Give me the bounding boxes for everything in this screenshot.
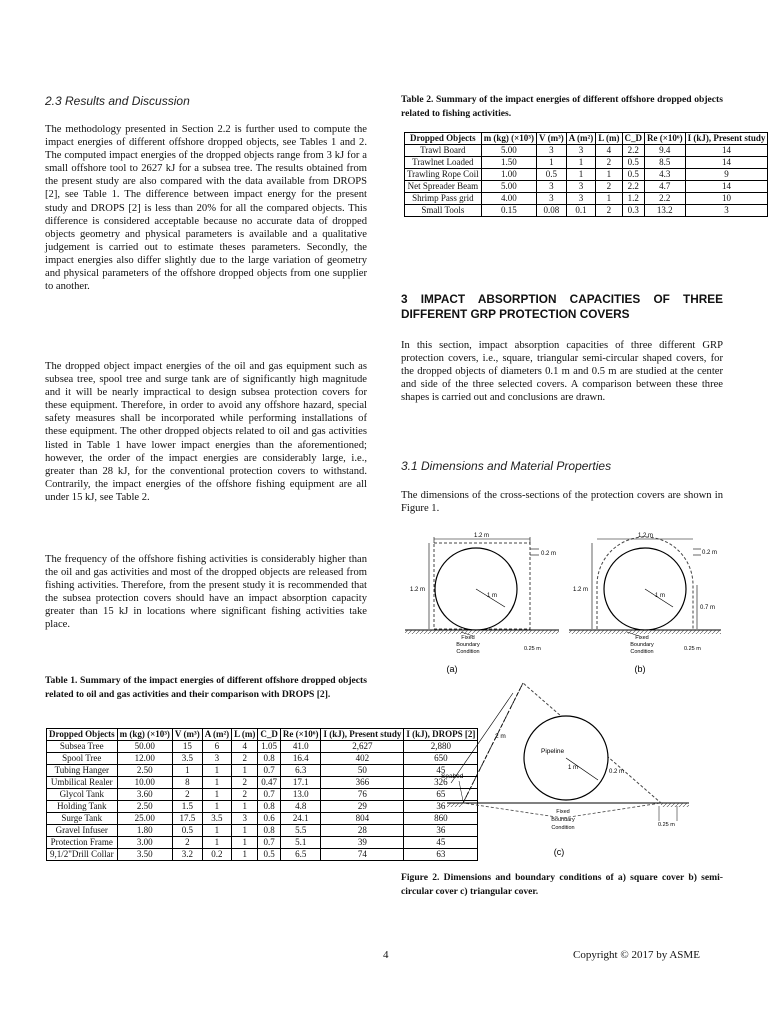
table-cell: 804 [321, 813, 404, 825]
fig-a-base-label: 0.25 m [524, 646, 541, 652]
table2-header: V (m³) [537, 133, 567, 145]
table-cell-object-name: Trawling Rope Coil [405, 169, 482, 181]
table-cell: 2.50 [117, 801, 172, 813]
fig-a-radius-label: 1 m [487, 593, 498, 599]
table-cell-object-name: Trawl Board [405, 145, 482, 157]
fig-b-label: (b) [634, 664, 646, 674]
table-cell-object-name: Surge Tank [47, 813, 118, 825]
table-cell: 1 [172, 765, 202, 777]
table2-header: A (m²) [566, 133, 595, 145]
table-cell: 2 [232, 777, 258, 789]
table-cell: 0.1 [566, 205, 595, 217]
table-cell: 3 [566, 145, 595, 157]
table-cell: 3 [537, 145, 567, 157]
fig-b-side-height-label: 0.7 m [700, 605, 716, 611]
fig-b-base-label: 0.25 m [684, 646, 701, 652]
fig-c-boundary-label: Boundary [551, 817, 575, 823]
table-cell: 0.5 [622, 157, 645, 169]
paragraph-fishing-frequency: The frequency of the offshore fishing activities is considerably higher than the oil and gas activities and most of the dropped objects are released from fishing activities. Therefore, from the present study it is recommended that the subsea protection covers should have an impact absorption capacity greater than 15 kJ in locations where significant fishing activities take place. [45, 554, 367, 631]
table-cell: 0.47 [258, 777, 281, 789]
fig-c-base-label: 0.25 m [658, 822, 675, 828]
table-cell: 366 [321, 777, 404, 789]
fig-c-seabed-label: Seabed [441, 773, 464, 780]
table-cell: 1 [596, 169, 622, 181]
table-cell: 1 [202, 825, 231, 837]
table-cell: 25.00 [117, 813, 172, 825]
table-cell: 1 [202, 789, 231, 801]
fig-c-thickness-label: 0.2 m [609, 769, 625, 775]
table-cell: 24.1 [280, 813, 321, 825]
copyright-notice: Copyright © 2017 by ASME [573, 949, 700, 961]
table-cell: 13.0 [280, 789, 321, 801]
table-cell: 17.5 [172, 813, 202, 825]
table-cell-object-name: 9,1/2"Drill Collar [47, 849, 118, 861]
table-cell: 1 [232, 825, 258, 837]
table-cell-object-name: Shrimp Pass grid [405, 193, 482, 205]
table2 [404, 132, 768, 217]
table-cell: 14 [685, 157, 768, 169]
table-cell: 1 [232, 849, 258, 861]
fig-c-fixed-label: Fixed [556, 809, 570, 815]
table-cell: 4.3 [645, 169, 686, 181]
table-cell: 3 [566, 193, 595, 205]
table-cell: 1.05 [258, 741, 281, 753]
table-cell: 3.50 [117, 849, 172, 861]
table-cell: 3 [537, 193, 567, 205]
table-cell: 5.00 [481, 145, 536, 157]
table1-header: A (m²) [202, 729, 231, 741]
table-cell: 3 [232, 813, 258, 825]
figure-protection-covers [401, 525, 723, 865]
table-cell: 0.5 [172, 825, 202, 837]
table-cell: 13.2 [645, 205, 686, 217]
table-cell: 1 [202, 801, 231, 813]
figure-c-triangular-cover [441, 683, 689, 857]
table-cell: 0.6 [258, 813, 281, 825]
subsection-heading-dimensions: 3.1 Dimensions and Material Properties [401, 459, 612, 473]
table-row [405, 145, 768, 157]
table1-header: Dropped Objects [47, 729, 118, 741]
table-cell: 76 [321, 789, 404, 801]
table-cell: 6 [202, 741, 231, 753]
table-cell: 650 [404, 753, 478, 765]
fig-c-condition-label: Condition [551, 825, 575, 831]
table-cell: 28 [321, 825, 404, 837]
table2-header: I (kJ), Present study [685, 133, 768, 145]
table-cell-object-name: Tubing Hanger [47, 765, 118, 777]
table-cell: 2 [596, 181, 622, 193]
table-cell: 0.5 [622, 169, 645, 181]
table-cell: 2 [232, 789, 258, 801]
table-cell-object-name: Glycol Tank [47, 789, 118, 801]
table-cell: 1 [566, 157, 595, 169]
table-cell: 1.2 [622, 193, 645, 205]
table-cell: 74 [321, 849, 404, 861]
section-heading-results: 2.3 Results and Discussion [45, 94, 190, 108]
fig-a-fixed-label: Fixed [461, 635, 475, 641]
table-cell-object-name: Small Tools [405, 205, 482, 217]
table-cell: 0.8 [258, 753, 281, 765]
table1-header: m (kg) (×10³) [117, 729, 172, 741]
table-cell: 41.0 [280, 741, 321, 753]
page-number: 4 [383, 949, 389, 961]
table-cell: 1 [202, 765, 231, 777]
fig-a-thickness-label: 0.2 m [541, 551, 557, 557]
table-cell: 2.50 [117, 765, 172, 777]
fig-a-width-label: 1.2 m [474, 533, 490, 539]
table-cell: 3.2 [172, 849, 202, 861]
table-cell: 3 [537, 181, 567, 193]
table-cell: 29 [321, 801, 404, 813]
fig-a-height-label: 1.2 m [410, 587, 426, 593]
table-cell: 45 [404, 837, 478, 849]
table-cell: 4 [596, 145, 622, 157]
table-cell: 4.7 [645, 181, 686, 193]
table-cell: 0.7 [258, 765, 281, 777]
table-cell: 45 [404, 765, 478, 777]
table-cell: 50 [321, 765, 404, 777]
table-cell: 0.5 [258, 849, 281, 861]
table-cell: 402 [321, 753, 404, 765]
fig-c-radius-label: 1 m [568, 765, 579, 771]
table-cell: 1 [202, 837, 231, 849]
table-cell: 9.4 [645, 145, 686, 157]
fig-b-fixed-label: Fixed [635, 635, 649, 641]
fig-a-label: (a) [446, 664, 458, 674]
table-cell: 5.5 [280, 825, 321, 837]
table-cell: 5.1 [280, 837, 321, 849]
table-cell-object-name: Subsea Tree [47, 741, 118, 753]
table2-header: Dropped Objects [405, 133, 482, 145]
fig-a-boundary-label: Boundary [456, 642, 480, 648]
table2-header: m (kg) (×10³) [481, 133, 536, 145]
figure-b-semicircular-cover [569, 533, 721, 674]
fig-b-radius-label: 1 m [655, 593, 666, 599]
table-cell: 63 [404, 849, 478, 861]
table1-header: L (m) [232, 729, 258, 741]
table-cell: 17.1 [280, 777, 321, 789]
table-cell: 2,880 [404, 741, 478, 753]
table-cell: 1 [202, 777, 231, 789]
table1-caption: Table 1. Summary of the impact energies of different offshore dropped objects related to oil and gas activities and their comparison with DROPS [2]. [45, 675, 367, 700]
table-cell: 6.3 [280, 765, 321, 777]
table-cell: 3.5 [202, 813, 231, 825]
table-cell: 3 [566, 181, 595, 193]
paragraph-methodology: The methodology presented in Section 2.2 is further used to compute the impact energies of different offshore dropped objects, see Tables 1 and 2. The computed impact energies of the dropped objects range from 3 kJ for a small offshore tool to 2627 kJ for a subsea tree. The results obtained from the present study are also compared with the data available from DROPS [2], see Table 1. The difference between impact energy for the present study and DROPS [2] is less than 20% for all the compared objects. This difference is considered acceptable because no accurate data of dropped objects geometry and physical parameters is available and a qualitative judgement is carried out to estimate theses parameters. Secondly, the impact energies also differ slightly due to the large variation of geometry and physical parameters of the offshore dropped objects from one supplier to another. [45, 124, 367, 293]
table-cell: 1 [537, 157, 567, 169]
table1-header: Re (×10⁶) [280, 729, 321, 741]
table1-header: C_D [258, 729, 281, 741]
table2-header: C_D [622, 133, 645, 145]
table-cell-object-name: Trawlnet Loaded [405, 157, 482, 169]
table-cell: 0.08 [537, 205, 567, 217]
section3-paragraph: In this section, impact absorption capacities of three different GRP protection covers, i.e., square, triangular semi-circular shaped covers, for the dropped objects of diameters 0.1 m and 0.5 m are studied at the center and side of the three selected covers. A comparison between these three shapes is carried out and conclusions are drawn. [401, 340, 723, 404]
paragraph-impact-energies: The dropped object impact energies of the oil and gas equipment such as subsea tree, spool tree and surge tank are of significantly high magnitude and it will be nearly impractical to design subsea protection covers for these equipment. Therefore, in order to avoid any offshore hazard, special safety measures shall be incorporated while performing installations of these equipment. The other dropped objects related to oil and gas activities listed in Table 1 have lower impact energies than the aforementioned; however, the order of the impact energies are considerably large, i.e., greater than 28 kJ, for the conventional protection covers to withstand. Contrarily, the impact energies of the offshore fishing equipment are all under 15 kJ, see Table 2. [45, 361, 367, 503]
table-cell: 3 [202, 753, 231, 765]
table-cell: 2.2 [622, 145, 645, 157]
table-cell: 1.5 [172, 801, 202, 813]
table-cell: 2 [596, 157, 622, 169]
fig-b-condition-label: Condition [630, 649, 654, 655]
section3-heading: 3 IMPACT ABSORPTION CAPACITIES OF THREE DIFFERENT GRP PROTECTION COVERS [401, 292, 723, 321]
table-cell: 1.80 [117, 825, 172, 837]
table-cell: 8 [172, 777, 202, 789]
table-cell: 2,627 [321, 741, 404, 753]
table-cell: 6.5 [280, 849, 321, 861]
table-cell: 1 [232, 765, 258, 777]
table-row [405, 193, 768, 205]
table-cell: 16.4 [280, 753, 321, 765]
table-cell: 2.2 [645, 193, 686, 205]
table-cell: 1 [596, 193, 622, 205]
fig-b-height-label: 1.2 m [573, 587, 589, 593]
table-cell: 0.8 [258, 801, 281, 813]
fig-c-pipeline-label: Pipeline [541, 748, 565, 755]
table-cell: 5.00 [481, 181, 536, 193]
table-cell-object-name: Holding Tank [47, 801, 118, 813]
table-cell: 4 [232, 741, 258, 753]
table-cell: 65 [404, 789, 478, 801]
figure-a-square-cover [405, 533, 559, 674]
table-row [405, 169, 768, 181]
table-cell: 4.8 [280, 801, 321, 813]
table-cell: 2 [172, 789, 202, 801]
table-cell-object-name: Protection Frame [47, 837, 118, 849]
table-cell: 1.50 [481, 157, 536, 169]
table-cell: 0.5 [537, 169, 567, 181]
table-cell: 9 [685, 169, 768, 181]
figure-caption: Figure 2. Dimensions and boundary conditions of a) square cover b) semi-circular cover c) triangular cover. [401, 872, 723, 897]
table-cell: 326 [404, 777, 478, 789]
fig-a-condition-label: Condition [456, 649, 480, 655]
table-cell: 0.7 [258, 837, 281, 849]
table-cell: 14 [685, 181, 768, 193]
table1-header: V (m³) [172, 729, 202, 741]
table2-caption: Table 2. Summary of the impact energies of different offshore dropped objects related to fishing activities. [401, 94, 723, 119]
table-cell: 50.00 [117, 741, 172, 753]
table-row [405, 181, 768, 193]
table-cell: 2.2 [622, 181, 645, 193]
fig-b-thickness-label: 0.2 m [702, 550, 718, 556]
table-cell: 0.2 [202, 849, 231, 861]
table-cell: 15 [172, 741, 202, 753]
table-cell: 2 [596, 205, 622, 217]
table-cell: 0.8 [258, 825, 281, 837]
table-cell: 10.00 [117, 777, 172, 789]
subsection-paragraph: The dimensions of the cross-sections of the protection covers are shown in Figure 1. [401, 490, 723, 515]
table1-header: I (kJ), DROPS [2] [404, 729, 478, 741]
table-cell: 39 [321, 837, 404, 849]
table-cell-object-name: Net Spreader Beam [405, 181, 482, 193]
fig-c-side-label: 2 m [495, 733, 506, 740]
table-cell: 3.5 [172, 753, 202, 765]
table-cell: 3.60 [117, 789, 172, 801]
table-cell: 0.15 [481, 205, 536, 217]
table-cell: 860 [404, 813, 478, 825]
table2-header: Re (×10⁶) [645, 133, 686, 145]
table1-header: I (kJ), Present study [321, 729, 404, 741]
table-cell: 10 [685, 193, 768, 205]
table-cell: 8.5 [645, 157, 686, 169]
table-cell: 3 [685, 205, 768, 217]
table2-header: L (m) [596, 133, 622, 145]
table-cell: 2 [232, 753, 258, 765]
table-cell: 36 [404, 825, 478, 837]
table-cell: 36 [404, 801, 478, 813]
table-cell: 1 [566, 169, 595, 181]
table-cell: 0.7 [258, 789, 281, 801]
table-cell: 14 [685, 145, 768, 157]
table-cell: 4.00 [481, 193, 536, 205]
table-row [405, 157, 768, 169]
table-cell: 1.00 [481, 169, 536, 181]
table-cell: 0.3 [622, 205, 645, 217]
table-cell: 1 [232, 837, 258, 849]
table-cell-object-name: Gravel Infuser [47, 825, 118, 837]
fig-b-boundary-label: Boundary [630, 642, 654, 648]
table-cell: 3.00 [117, 837, 172, 849]
fig-c-label: (c) [553, 847, 565, 857]
table-cell: 2 [172, 837, 202, 849]
table-row [405, 205, 768, 217]
fig-b-width-label: 1.2 m [638, 533, 654, 539]
table-cell-object-name: Spool Tree [47, 753, 118, 765]
table-cell: 12.00 [117, 753, 172, 765]
table-cell: 1 [232, 801, 258, 813]
table-cell-object-name: Umbilical Realer [47, 777, 118, 789]
